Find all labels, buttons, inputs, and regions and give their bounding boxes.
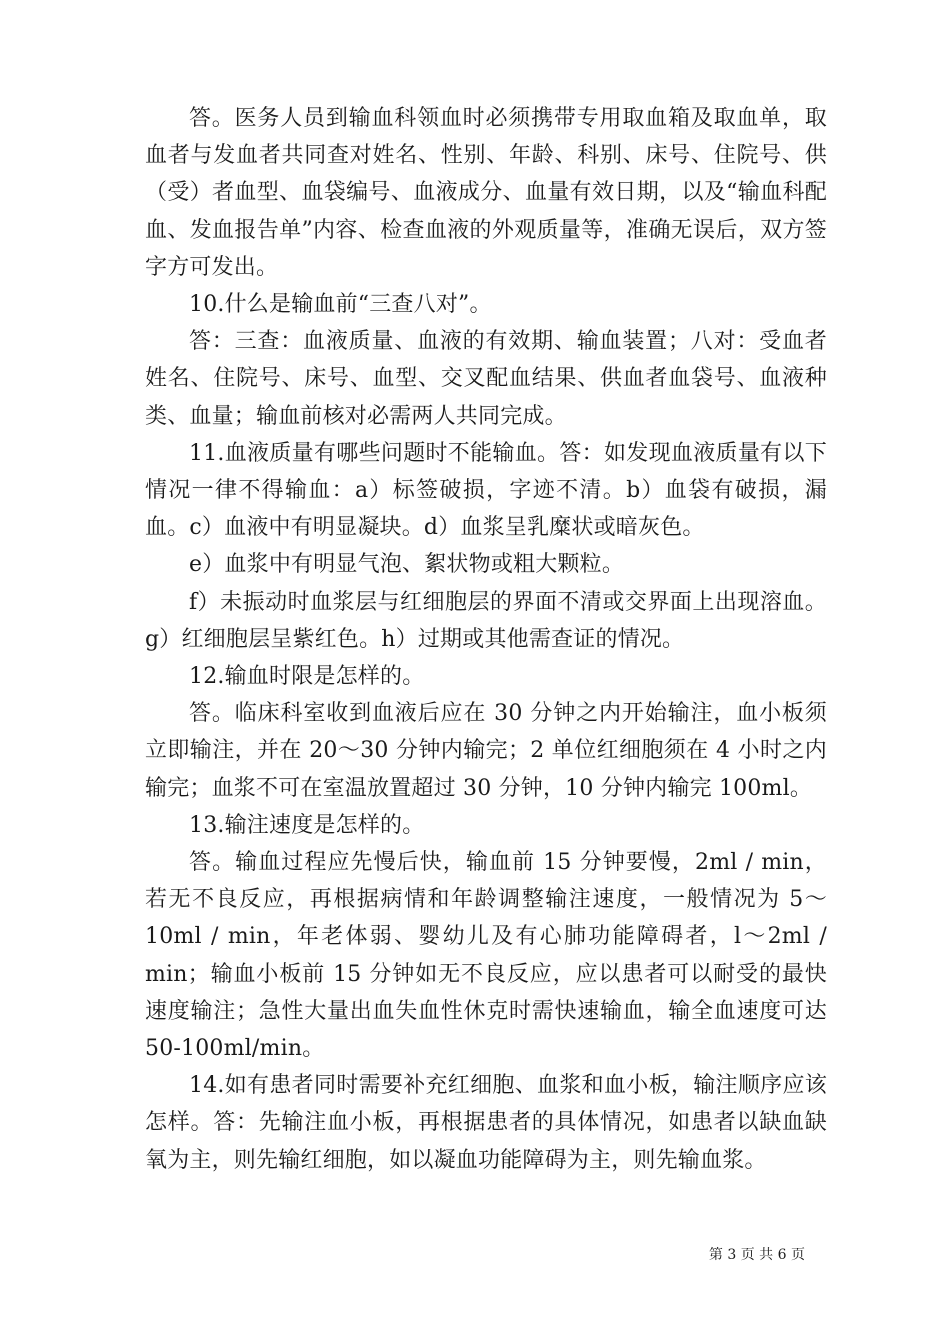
paragraph-11-e: e）血浆中有明显气泡、絮状物或粗大颗粒。 <box>189 552 625 578</box>
question-10: 10.什么是输血前“三查八对”。 <box>189 292 492 318</box>
question-13: 13.输注速度是怎样的。 <box>189 812 425 838</box>
paragraph-answer-12: 答。临床科室收到血液后应在 30 分钟之内开始输注，血小板须立即输注，并在 20～30 分钟内输完；2 单位红细胞须在 4 小时之内输完；血浆不可在室温放置超过 30 分钟，10 分钟内输完 100ml。 <box>145 701 827 801</box>
paragraph-answer-10: 答：三查：血液质量、血液的有效期、输血装置；八对：受血者姓名、住院号、床号、血型、交叉配血结果、供血者血袋号、血液种类、血量；输血前核对必需两人共同完成。 <box>145 329 827 429</box>
paragraph-answer-9: 答。医务人员到输血科领血时必须携带专用取血箱及取血单，取血者与发血者共同查对姓名、性别、年龄、科别、床号、住院号、供（受）者血型、血袋编号、血液成分、血量有效日期，以及“输血科配血、发血报告单”内容、检查血液的外观质量等，准确无误后，双方签字方可发出。 <box>145 106 827 280</box>
question-11: 11.血液质量有哪些问题时不能输血。答：如发现血液质量有以下情况一律不得输血：a）标签破损，字迹不清。b）血袋有破损，漏血。c）血液中有明显凝块。d）血浆呈乳糜状或暗灰色。 <box>145 440 827 541</box>
question-12: 12.输血时限是怎样的。 <box>189 664 425 690</box>
paragraph-11-f: f）未振动时血浆层与红细胞层的界面不清或交界面上出现溶血。g）红细胞层呈紫红色。h）过期或其他需查证的情况。 <box>145 589 827 652</box>
paragraph-answer-13: 答。输血过程应先慢后快，输血前 15 分钟要慢，2ml / min，若无不良反应，再根据病情和年龄调整输注速度，一般情况为 5～10ml / min，年老体弱、婴幼儿及有心肺功能障碍者，l～2ml / min；输血小板前 15 分钟如无不良反应，应以患者可以耐受的最快速度输注；急性大量出血失血性休克时需快速输血，输全血速度可达 50-100ml/min。 <box>145 850 827 1062</box>
document-body <box>145 100 827 1179</box>
page-number: 第 3 页 共 6 页 <box>708 1247 805 1263</box>
question-14: 14.如有患者同时需要补充红细胞、血浆和血小板，输注顺序应该怎样。答：先输注血小板，再根据患者的具体情况，如患者以缺血缺氧为主，则先输红细胞，如以凝血功能障碍为主，则先输血浆。 <box>145 1073 827 1173</box>
